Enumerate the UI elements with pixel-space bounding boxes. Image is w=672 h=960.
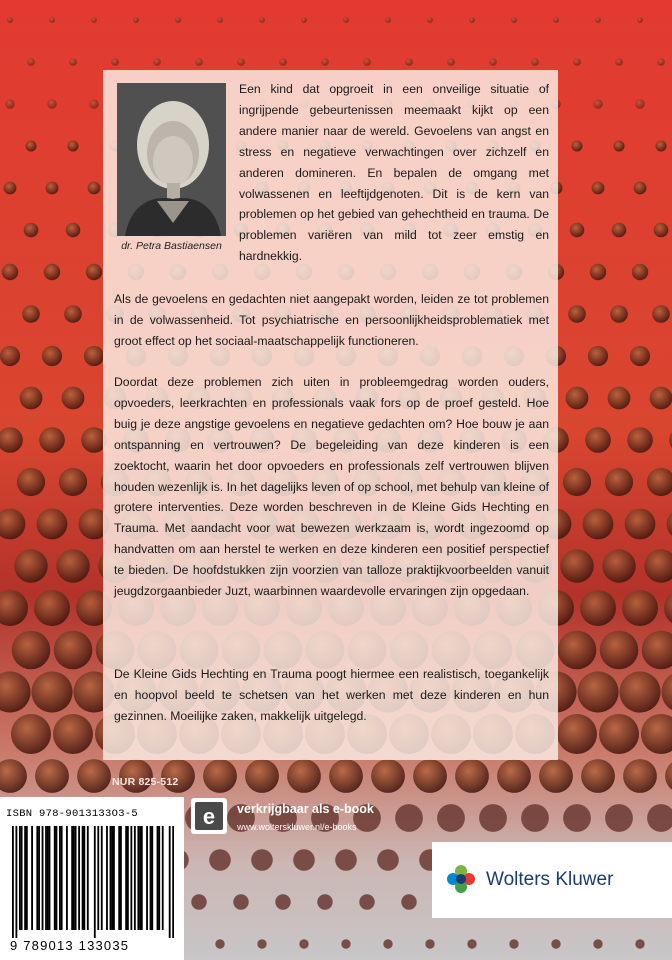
halftone-dot [625, 509, 656, 540]
halftone-dot [14, 549, 47, 582]
barcode-bar [101, 826, 103, 930]
barcode-bar [75, 826, 77, 930]
halftone-dot [401, 894, 416, 909]
halftone-dot [317, 894, 332, 909]
halftone-dot [590, 264, 606, 280]
halftone-dot [68, 141, 79, 152]
halftone-dot [20, 387, 43, 410]
halftone-dot [4, 182, 17, 195]
ebook-label: verkrijgbaar als e-book [237, 802, 374, 816]
halftone-dot [233, 894, 248, 909]
barcode-bar [118, 826, 120, 930]
halftone-dot [566, 387, 589, 410]
halftone-dot [251, 849, 273, 871]
halftone-dot [650, 387, 672, 410]
halftone-dot [455, 759, 489, 793]
halftone-dot [447, 58, 455, 66]
author-caption: dr. Petra Bastiaensen [121, 240, 222, 252]
e-book-icon [190, 797, 228, 835]
halftone-dot [301, 17, 307, 23]
halftone-dot [59, 468, 87, 496]
halftone-dot [469, 17, 475, 23]
halftone-dot [35, 759, 69, 793]
barcode-bar [78, 826, 80, 930]
halftone-dot [563, 804, 591, 832]
halftone-dot [153, 58, 161, 66]
halftone-dot [479, 804, 507, 832]
halftone-dot [0, 346, 20, 366]
halftone-dot [89, 99, 98, 108]
barcode-bar [59, 826, 61, 930]
halftone-dot [22, 305, 40, 323]
halftone-dot [53, 714, 93, 754]
halftone-dot [605, 804, 633, 832]
barcode-bar [172, 826, 174, 938]
halftone-dot [383, 939, 392, 948]
halftone-dot [634, 182, 647, 195]
halftone-dot [363, 58, 371, 66]
halftone-dot [405, 58, 413, 66]
halftone-dot [259, 17, 265, 23]
halftone-dot [656, 141, 667, 152]
halftone-dot [551, 939, 560, 948]
halftone-dot [5, 99, 14, 108]
halftone-dot [593, 99, 602, 108]
halftone-dot [521, 804, 549, 832]
halftone-dot [560, 549, 593, 582]
barcode-bar [61, 826, 63, 930]
barcode-bar [113, 826, 115, 930]
halftone-dot [86, 264, 102, 280]
halftone-dot [42, 346, 62, 366]
barcode-bar [125, 826, 127, 930]
halftone-dot [377, 849, 399, 871]
halftone-dot [654, 223, 669, 238]
author-photo [117, 83, 226, 236]
barcode-bar [87, 826, 89, 930]
halftone-dot [600, 631, 639, 670]
halftone-dot [577, 671, 618, 712]
halftone-dot [44, 264, 60, 280]
halftone-dot [54, 631, 93, 670]
halftone-dot [133, 17, 139, 23]
barcode [12, 826, 174, 938]
barcode-bar [137, 826, 139, 930]
halftone-dot [11, 714, 51, 754]
barcode-bar [45, 826, 47, 930]
barcode-bar [139, 826, 141, 930]
halftone-dot [635, 939, 644, 948]
halftone-dot [88, 182, 101, 195]
barcode-bar [130, 826, 132, 930]
halftone-dot [385, 17, 391, 23]
halftone-dot [24, 223, 39, 238]
halftone-dot [539, 759, 573, 793]
halftone-dot [34, 590, 70, 626]
halftone-dot [195, 58, 203, 66]
halftone-dot [570, 223, 585, 238]
halftone-dot [279, 58, 287, 66]
barcode-bar [73, 826, 75, 930]
halftone-dot [580, 590, 616, 626]
halftone-dot [56, 549, 89, 582]
halftone-dot [615, 58, 623, 66]
halftone-dot [489, 58, 497, 66]
halftone-dot [69, 58, 77, 66]
halftone-dot [605, 468, 633, 496]
halftone-dot [557, 714, 597, 754]
halftone-dot [588, 346, 608, 366]
halftone-dot [111, 58, 119, 66]
barcode-bar [111, 826, 113, 930]
halftone-dot [371, 759, 405, 793]
halftone-dot [622, 590, 658, 626]
halftone-dot [39, 427, 65, 453]
halftone-dot [359, 894, 374, 909]
nur-code: NUR 825-512 [112, 776, 179, 788]
halftone-dot [237, 58, 245, 66]
halftone-dot [467, 939, 476, 948]
halftone-dot [614, 141, 625, 152]
barcode-bar [97, 826, 99, 930]
barcode-bar [146, 826, 148, 930]
halftone-dot [2, 264, 18, 280]
halftone-dot [610, 305, 628, 323]
barcode-bar [49, 826, 51, 930]
barcode-bar [24, 826, 26, 930]
halftone-dot [581, 759, 615, 793]
halftone-dot [612, 223, 627, 238]
barcode-bar [127, 826, 129, 930]
halftone-dot [26, 141, 37, 152]
halftone-dot [563, 468, 591, 496]
halftone-dot [558, 631, 597, 670]
halftone-dot [592, 182, 605, 195]
halftone-dot [627, 427, 653, 453]
halftone-dot [425, 939, 434, 948]
halftone-dot [31, 671, 72, 712]
halftone-dot [602, 549, 635, 582]
halftone-dot [7, 17, 13, 23]
barcode-bar [19, 826, 21, 930]
halftone-dot [175, 17, 181, 23]
halftone-dot [62, 387, 85, 410]
halftone-dot [299, 939, 308, 948]
halftone-dot [209, 849, 231, 871]
barcode-bar [21, 826, 23, 930]
halftone-dot [573, 58, 581, 66]
barcode-bar [66, 826, 68, 930]
wolters-kluwer-logo [444, 862, 478, 896]
halftone-dot [652, 305, 670, 323]
halftone-dot [66, 223, 81, 238]
barcode-bar [47, 826, 49, 930]
barcode-bar [120, 826, 122, 930]
barcode-bar [110, 826, 112, 930]
halftone-dot [77, 759, 111, 793]
halftone-dot [632, 264, 648, 280]
halftone-dot [343, 17, 349, 23]
halftone-dot [84, 346, 104, 366]
halftone-dot [64, 305, 82, 323]
halftone-dot [217, 17, 223, 23]
ebook-url[interactable]: www.wolterskluwer.nl/e-books [237, 822, 357, 832]
svg-text:e: e [202, 804, 216, 829]
blurb-paragraph-4: De Kleine Gids Hechting en Trauma poogt hiermee een realistisch, toegankelijk en hoopvol beeld te schetsen van het werken met deze kinderen en hun gezinnen. Moeilijke zaken, makkelijk uitgelegd. [114, 667, 549, 723]
halftone-dot [257, 939, 266, 948]
halftone-dot [497, 759, 531, 793]
halftone-dot [437, 804, 465, 832]
barcode-bar [71, 826, 73, 930]
halftone-dot [619, 671, 660, 712]
barcode-bar [94, 826, 96, 938]
blurb-paragraph-1: Een kind dat opgroeit in een onveilige situatie of ingrijpende gebeurtenissen meemaakt kijkt op een andere manier naar de wereld. Gevoelens van angst en stress en negatieve verwachtingen over zichzelf en anderen domineren. En bepalen de omgang met volwassenen en leeftijdgenoten. Dit is de kern van problemen op het gebied van gehechtheid en trauma. De problemen variëren van mild tot zeer emstig en hardnekkig. [239, 82, 549, 264]
barcode-bar [83, 826, 85, 930]
halftone-dot [49, 17, 55, 23]
halftone-dot [47, 99, 56, 108]
halftone-dot [595, 17, 601, 23]
halftone-dot [553, 17, 559, 23]
halftone-dot [191, 894, 206, 909]
barcode-bar [15, 826, 17, 938]
halftone-dot [91, 17, 97, 23]
halftone-dot [599, 714, 639, 754]
halftone-dot [27, 58, 35, 66]
halftone-dot [572, 141, 583, 152]
halftone-dot [37, 509, 68, 540]
barcode-bar [82, 826, 84, 930]
halftone-dot [657, 58, 665, 66]
barcode-bar [162, 826, 164, 930]
halftone-dot [293, 849, 315, 871]
barcode-bar [54, 826, 56, 930]
halftone-dot [17, 468, 45, 496]
halftone-dot [413, 759, 447, 793]
barcode-bar [134, 826, 136, 930]
halftone-dot [608, 387, 631, 410]
barcode-bar [56, 826, 58, 930]
halftone-dot [511, 17, 517, 23]
barcode-bar [169, 826, 171, 938]
barcode-bar [12, 826, 14, 938]
barcode-bar [42, 826, 44, 930]
halftone-dot [585, 427, 611, 453]
halftone-dot [568, 305, 586, 323]
halftone-dot [427, 17, 433, 23]
barcode-bar [36, 826, 38, 930]
halftone-dot [395, 804, 423, 832]
halftone-dot [329, 759, 363, 793]
blurb-paragraph-3: Doordat deze problemen zich uiten in probleemgedrag worden ouders, opvoeders, leerkrachten en professionals vaak fors op de proef gesteld. Hoe buig je deze angstige gevoelens en negatieve gedachten om? Hoe bouw je aan ontspanning en vertrouwen? De begeleiding van deze kinderen is een zoektocht, waarin het door opvoeders en professionals zelf vertrouwen blijven houden wezenlijk is. In het dagelijks leven of op school, met behulp van kleine of grotere interventies. Deze worden beschreven in de Kleine Gids Hechting en Trauma. Met aandacht voor wat bewezen werkzaam is, wordt ingezoomd op handvatten om aan herstel te werken en deze kinderen een positief perspectief te bieden. De hoofdstukken zijn voorzien van talloze praktijkvoorbeelden vanuit jeugdzorgaanbieder Juzt, waarbinnen waardevolle ervaringen zijn opgedaan. [114, 375, 549, 599]
halftone-dot [203, 759, 237, 793]
halftone-dot [637, 17, 643, 23]
barcode-bar [141, 826, 143, 930]
barcode-bar [158, 826, 160, 930]
halftone-dot [215, 939, 224, 948]
halftone-dot [12, 631, 51, 670]
barcode-bar [31, 826, 33, 930]
halftone-dot [509, 939, 518, 948]
barcode-bar [151, 826, 153, 930]
isbn-label: ISBN 978-9013133O3-5 [6, 808, 139, 820]
barcode-bar [157, 826, 159, 930]
barcode-bar [150, 826, 152, 930]
barcode-digits: 9 789013 133035 [10, 938, 130, 953]
halftone-dot [341, 939, 350, 948]
barcode-bar [26, 826, 28, 930]
halftone-dot [321, 58, 329, 66]
halftone-dot [531, 58, 539, 66]
halftone-dot [630, 346, 650, 366]
barcode-bar [38, 826, 40, 930]
barcode-bar [106, 826, 108, 930]
halftone-dot [287, 759, 321, 793]
halftone-dot [335, 849, 357, 871]
halftone-dot [245, 759, 279, 793]
halftone-dot [46, 182, 59, 195]
publisher-name: Wolters Kluwer [486, 869, 614, 890]
halftone-dot [635, 99, 644, 108]
blurb-paragraph-2: Als de gevoelens en gedachten niet aangepakt worden, leiden ze tot problemen in de volwassenheid. Tot psychiatrische en persoonlijkheidsproblematiek met groot effect op het sociaal-maatschappelijk functioneren. [114, 292, 549, 348]
halftone-dot [593, 939, 602, 948]
halftone-dot [583, 509, 614, 540]
halftone-dot [623, 759, 657, 793]
halftone-dot [275, 894, 290, 909]
